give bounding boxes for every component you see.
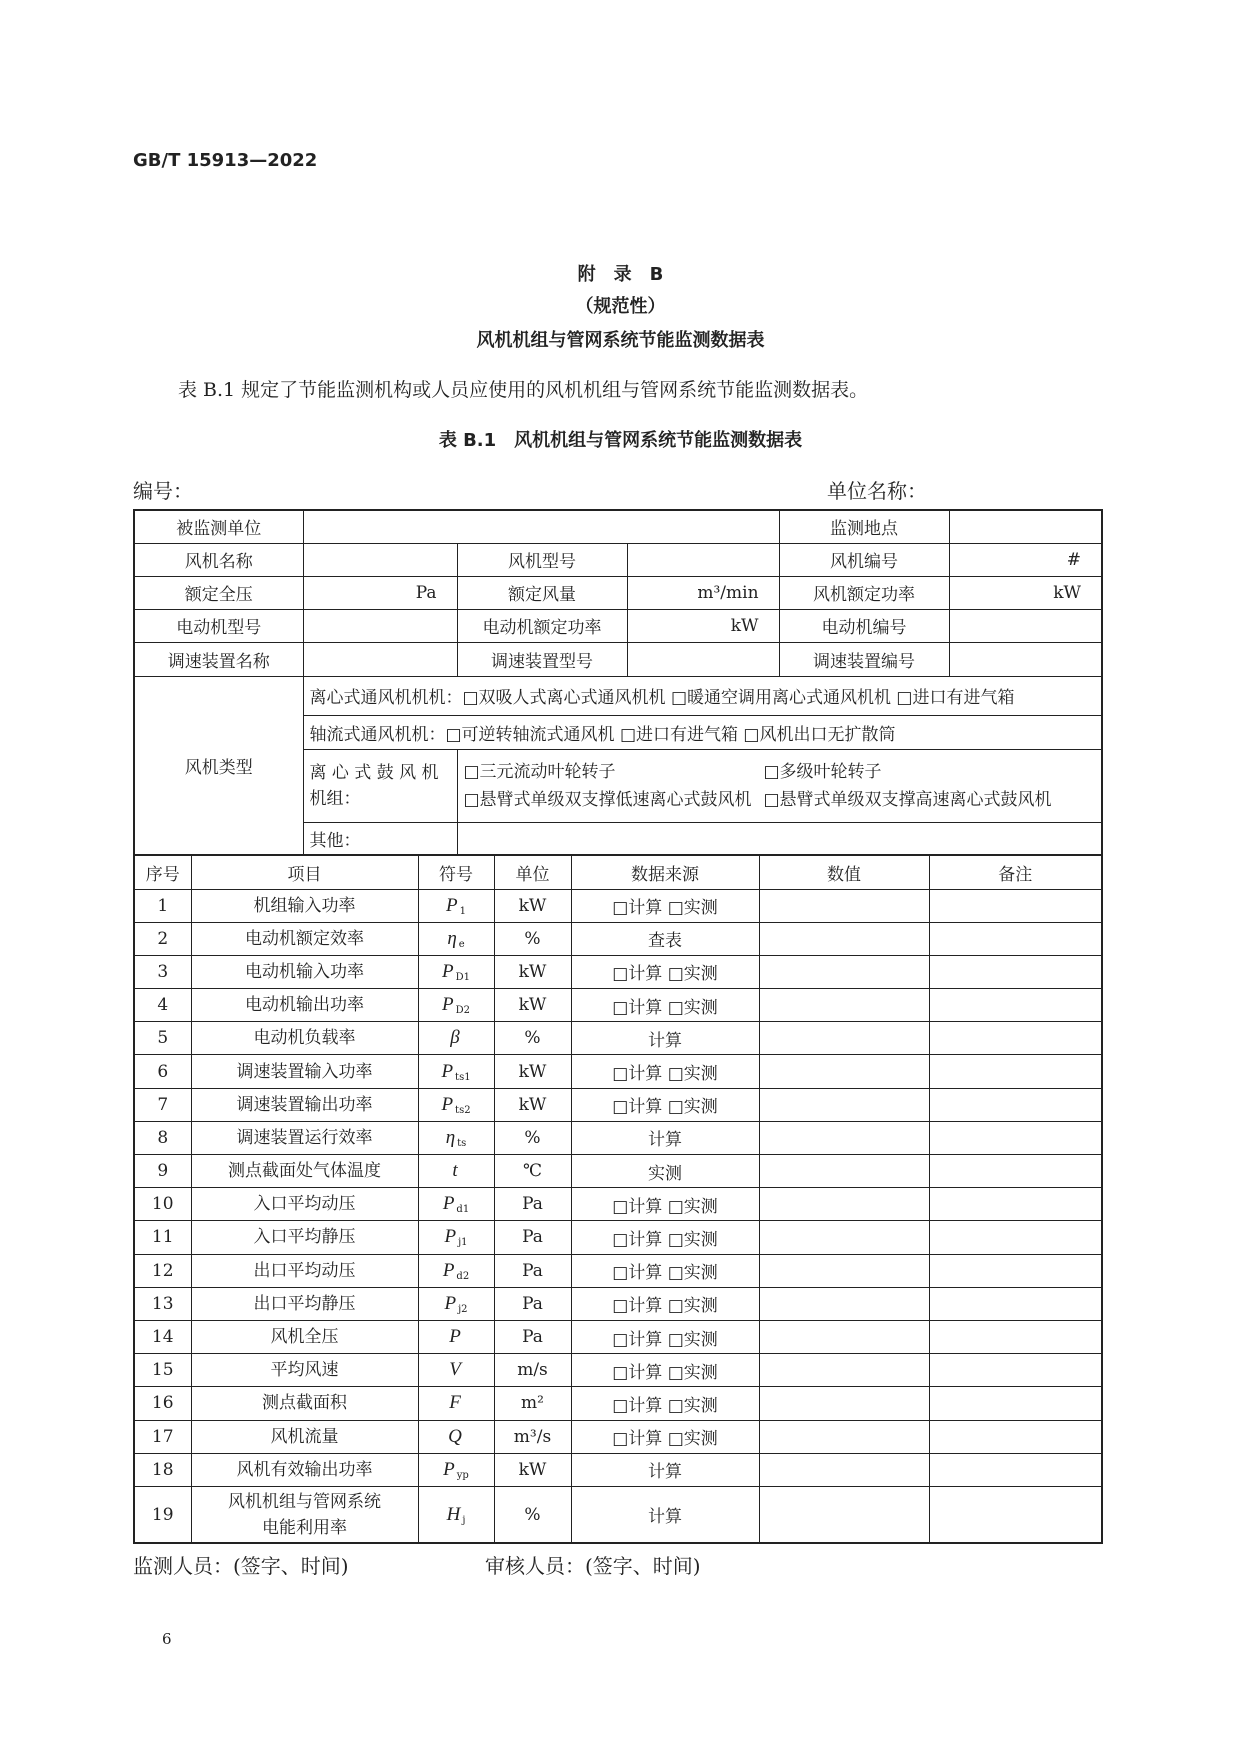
row-unit: m³/s: [494, 1420, 571, 1453]
label-rated-pressure: 额定全压: [134, 576, 303, 609]
row-unit: Pa: [494, 1221, 571, 1254]
row-source[interactable]: □计算 □实测: [571, 889, 759, 922]
monitored-unit-value[interactable]: [303, 510, 779, 543]
row-source[interactable]: □计算 □实测: [571, 1254, 759, 1287]
row-value[interactable]: [759, 1453, 929, 1486]
symbol-base: t: [452, 1160, 458, 1182]
rated-pressure-value[interactable]: Pa: [303, 576, 457, 609]
row-value[interactable]: [759, 1088, 929, 1121]
row-source[interactable]: □计算 □实测: [571, 1055, 759, 1088]
symbol-subscript: d2: [456, 1270, 470, 1282]
row-symbol: [418, 889, 494, 922]
row-remark[interactable]: [929, 1287, 1102, 1320]
row-unit: kW: [494, 1453, 571, 1486]
row-symbol: [418, 1354, 494, 1387]
row-item: 入口平均动压: [191, 1188, 418, 1221]
table-row: [134, 922, 1102, 955]
row-item: 测点截面处气体温度: [191, 1155, 418, 1188]
header-value: 数值: [759, 855, 929, 889]
row-item: 风机有效输出功率: [191, 1453, 418, 1486]
row-value[interactable]: [759, 922, 929, 955]
symbol-base: P: [442, 960, 454, 982]
row-remark[interactable]: [929, 1088, 1102, 1121]
header-unit: 单位: [494, 855, 571, 889]
table-row: [134, 1320, 1102, 1353]
row-value[interactable]: [759, 989, 929, 1022]
row-no: 8: [134, 1121, 191, 1154]
header-item: 项目: [191, 855, 418, 889]
row-unit: kW: [494, 889, 571, 922]
row-source[interactable]: □计算 □实测: [571, 1221, 759, 1254]
row-remark[interactable]: [929, 1221, 1102, 1254]
row-remark[interactable]: [929, 1354, 1102, 1387]
symbol-subscript: j2: [458, 1303, 468, 1315]
row-item: 出口平均动压: [191, 1254, 418, 1287]
row-no: 12: [134, 1254, 191, 1287]
row-item: 风机全压: [191, 1320, 418, 1353]
row-symbol: [418, 1486, 494, 1543]
symbol-subscript: D1: [455, 971, 470, 983]
row-unit: %: [494, 922, 571, 955]
row-item: 电动机额定效率: [191, 922, 418, 955]
symbol-subscript: ts1: [455, 1071, 471, 1083]
row-unit: kW: [494, 1055, 571, 1088]
row-source[interactable]: □计算 □实测: [571, 1188, 759, 1221]
row-no: 1: [134, 889, 191, 922]
row-value[interactable]: [759, 955, 929, 988]
fan-name-value[interactable]: [303, 543, 457, 576]
row-value[interactable]: [759, 1188, 929, 1221]
table-row: [134, 955, 1102, 988]
table-row: [134, 1121, 1102, 1154]
header-symbol: 符号: [418, 855, 494, 889]
row-value[interactable]: [759, 1022, 929, 1055]
row-no: 7: [134, 1088, 191, 1121]
row-source[interactable]: 计算: [571, 1121, 759, 1154]
label-fan-no: 风机编号: [779, 543, 949, 576]
motor-no-value[interactable]: [949, 609, 1102, 642]
row-remark[interactable]: [929, 922, 1102, 955]
blower-option-high-speed[interactable]: □悬臂式单级双支撑高速离心式鼓风机: [763, 789, 1052, 810]
row-no: 14: [134, 1320, 191, 1353]
row-symbol: [418, 1055, 494, 1088]
row-source[interactable]: □计算 □实测: [571, 1320, 759, 1353]
row-value[interactable]: [759, 1420, 929, 1453]
symbol-subscript: j: [462, 1514, 466, 1526]
symbol-subscript: ts: [457, 1137, 467, 1149]
table-row: [134, 1387, 1102, 1420]
symbol-subscript: ts2: [455, 1104, 471, 1116]
row-value[interactable]: [759, 1055, 929, 1088]
row-item: 出口平均静压: [191, 1287, 418, 1320]
row-remark[interactable]: [929, 1387, 1102, 1420]
row-symbol: [418, 1121, 494, 1154]
row-remark[interactable]: [929, 1121, 1102, 1154]
row-no: 5: [134, 1022, 191, 1055]
location-value[interactable]: [949, 510, 1102, 543]
row-item: 风机流量: [191, 1420, 418, 1453]
blower-options: [457, 749, 1102, 822]
row-symbol: [418, 955, 494, 988]
row-no: 11: [134, 1221, 191, 1254]
page-number: 6: [162, 1630, 172, 1648]
label-motor-rated-power: 电动机额定功率: [457, 609, 627, 642]
row-item: 调速装置运行效率: [191, 1121, 418, 1154]
speed-device-model-value[interactable]: [627, 642, 779, 676]
row-symbol: [418, 989, 494, 1022]
standard-number: GB/T 15913—2022: [133, 150, 318, 171]
row-value[interactable]: [759, 1354, 929, 1387]
row-symbol: [418, 1022, 494, 1055]
table-row: [134, 1287, 1102, 1320]
label-other: 其他：: [303, 822, 457, 855]
row-no: 10: [134, 1188, 191, 1221]
row-no: 19: [134, 1486, 191, 1543]
motor-rated-power-value[interactable]: kW: [627, 609, 779, 642]
symbol-base: η: [447, 927, 457, 949]
row-no: 3: [134, 955, 191, 988]
header-remark: 备注: [929, 855, 1102, 889]
row-remark[interactable]: [929, 1155, 1102, 1188]
row-symbol: [418, 1420, 494, 1453]
header-no: 序号: [134, 855, 191, 889]
table-row: [134, 1221, 1102, 1254]
row-source[interactable]: 查表: [571, 922, 759, 955]
row-source[interactable]: 计算: [571, 1022, 759, 1055]
form-number-label: 编号：: [133, 479, 193, 503]
table-header-row: [134, 855, 1102, 889]
row-item: 机组输入功率: [191, 889, 418, 922]
table-row: [134, 889, 1102, 922]
row-symbol: [418, 1155, 494, 1188]
label-location: 监测地点: [779, 510, 949, 543]
row-symbol: [418, 922, 494, 955]
row-symbol: [418, 1387, 494, 1420]
symbol-base: P: [444, 1226, 457, 1248]
row-no: 13: [134, 1287, 191, 1320]
table-row: [134, 1155, 1102, 1188]
symbol-base: P: [442, 1259, 455, 1281]
row-unit: m/s: [494, 1354, 571, 1387]
intro-paragraph: 表 B.1 规定了节能监测机构或人员应使用的风机机组与管网系统节能监测数据表。: [178, 379, 869, 401]
table-caption: 表 B.1 风机机组与管网系统节能监测数据表: [438, 430, 803, 451]
label-speed-device-model: 调速装置型号: [457, 642, 627, 676]
row-unit: %: [494, 1486, 571, 1543]
row-remark[interactable]: [929, 1453, 1102, 1486]
symbol-subscript: e: [458, 938, 465, 950]
row-value[interactable]: [759, 889, 929, 922]
row-unit: Pa: [494, 1320, 571, 1353]
table-row: [134, 1354, 1102, 1387]
monitoring-data-table: [133, 854, 1103, 1544]
symbol-subscript: 1: [459, 905, 466, 917]
symbol-base: β: [450, 1027, 460, 1049]
row-no: 4: [134, 989, 191, 1022]
blower-option-3d-impeller[interactable]: □三元流动叶轮转子: [463, 761, 616, 782]
fan-type-centrifugal-options[interactable]: 离心式通风机机机：□双吸人式离心式通风机机 □暖通空调用离心式通风机机 □进口有进气箱: [303, 676, 1102, 715]
table-row: [134, 1088, 1102, 1121]
row-item: 风机机组与管网系统 电能利用率: [191, 1486, 418, 1543]
symbol-base: P: [444, 1292, 457, 1314]
row-unit: Pa: [494, 1254, 571, 1287]
row-value[interactable]: [759, 1486, 929, 1543]
blower-option-low-speed[interactable]: □悬臂式单级双支撑低速离心式鼓风机: [463, 789, 752, 810]
table-row: [134, 989, 1102, 1022]
row-source[interactable]: 实测: [571, 1155, 759, 1188]
row-item: 调速装置输出功率: [191, 1088, 418, 1121]
label-fan-rated-power: 风机额定功率: [779, 576, 949, 609]
row-no: 18: [134, 1453, 191, 1486]
symbol-base: P: [446, 894, 458, 916]
row-remark[interactable]: [929, 989, 1102, 1022]
label-fan-model: 风机型号: [457, 543, 627, 576]
label-fan-type: 风机类型: [134, 676, 303, 855]
row-remark[interactable]: [929, 889, 1102, 922]
row-source[interactable]: □计算 □实测: [571, 1287, 759, 1320]
row-source[interactable]: □计算 □实测: [571, 1387, 759, 1420]
row-symbol: [418, 1287, 494, 1320]
table-row: [134, 1055, 1102, 1088]
row-value[interactable]: [759, 1387, 929, 1420]
symbol-base: V: [449, 1359, 461, 1381]
row-symbol: [418, 1254, 494, 1287]
symbol-base: P: [442, 1193, 455, 1215]
row-remark[interactable]: [929, 1022, 1102, 1055]
row-remark[interactable]: [929, 1420, 1102, 1453]
row-no: 9: [134, 1155, 191, 1188]
row-remark[interactable]: [929, 1320, 1102, 1353]
row-unit: %: [494, 1022, 571, 1055]
symbol-base: P: [442, 994, 454, 1016]
table-row: [134, 1188, 1102, 1221]
table-row: [134, 1420, 1102, 1453]
label-monitored-unit: 被监测单位: [134, 510, 303, 543]
table-row: [134, 1486, 1102, 1543]
symbol-base: P: [449, 1326, 461, 1348]
row-source[interactable]: 计算: [571, 1486, 759, 1543]
appendix-nature: （规范性）: [575, 296, 666, 317]
row-no: 15: [134, 1354, 191, 1387]
row-value[interactable]: [759, 1155, 929, 1188]
symbol-base: η: [445, 1126, 456, 1148]
reviewer-signature-label: 审核人员：(签字、时间): [485, 1554, 701, 1578]
speed-device-no-value[interactable]: [949, 642, 1102, 676]
blower-option-multistage[interactable]: □多级叶轮转子: [763, 761, 882, 782]
row-source[interactable]: □计算 □实测: [571, 989, 759, 1022]
row-no: 16: [134, 1387, 191, 1420]
fan-no-value[interactable]: #: [949, 543, 1102, 576]
symbol-base: P: [441, 1093, 454, 1115]
motor-model-value[interactable]: [303, 609, 457, 642]
row-remark[interactable]: [929, 1486, 1102, 1543]
symbol-subscript: D2: [455, 1005, 470, 1017]
row-value[interactable]: [759, 1121, 929, 1154]
row-symbol: [418, 1320, 494, 1353]
row-no: 17: [134, 1420, 191, 1453]
fan-type-axial-options[interactable]: 轴流式通风机机：□可逆转轴流式通风机 □进口有进气箱 □风机出口无扩散筒: [303, 715, 1102, 749]
row-value[interactable]: [759, 1221, 929, 1254]
row-value[interactable]: [759, 1320, 929, 1353]
row-source[interactable]: □计算 □实测: [571, 1420, 759, 1453]
table-row: [134, 1254, 1102, 1287]
row-item: 入口平均静压: [191, 1221, 418, 1254]
row-item: 电动机负载率: [191, 1022, 418, 1055]
symbol-base: H: [446, 1503, 461, 1525]
row-source[interactable]: □计算 □实测: [571, 1088, 759, 1121]
speed-device-name-value[interactable]: [303, 642, 457, 676]
symbol-base: F: [449, 1392, 461, 1414]
row-remark[interactable]: [929, 955, 1102, 988]
row-no: 2: [134, 922, 191, 955]
label-speed-device-name: 调速装置名称: [134, 642, 303, 676]
inspector-signature-label: 监测人员：(签字、时间): [133, 1554, 349, 1578]
label-speed-device-no: 调速装置编号: [779, 642, 949, 676]
row-remark[interactable]: [929, 1188, 1102, 1221]
other-value[interactable]: [457, 822, 1102, 855]
unit-name-label: 单位名称：: [827, 479, 927, 503]
row-unit: Pa: [494, 1287, 571, 1320]
symbol-subscript: j1: [458, 1237, 468, 1249]
row-item: 平均风速: [191, 1354, 418, 1387]
row-value[interactable]: [759, 1254, 929, 1287]
row-source[interactable]: □计算 □实测: [571, 955, 759, 988]
row-unit: Pa: [494, 1188, 571, 1221]
row-unit: kW: [494, 955, 571, 988]
row-unit: kW: [494, 989, 571, 1022]
fan-model-value[interactable]: [627, 543, 779, 576]
row-unit: m²: [494, 1387, 571, 1420]
symbol-base: P: [441, 1060, 454, 1082]
symbol-base: Q: [448, 1425, 462, 1447]
symbol-subscript: yp: [456, 1469, 469, 1481]
symbol-base: P: [443, 1458, 455, 1480]
label-motor-model: 电动机型号: [134, 609, 303, 642]
label-fan-name: 风机名称: [134, 543, 303, 576]
rated-flow-value[interactable]: m³/min: [627, 576, 779, 609]
appendix-label: 附 录 B: [577, 264, 664, 285]
label-blower: 离 心 式 鼓 风 机 机组：: [303, 749, 457, 822]
symbol-subscript: d1: [456, 1204, 470, 1216]
row-item: 测点截面积: [191, 1387, 418, 1420]
header-source: 数据来源: [571, 855, 759, 889]
label-motor-no: 电动机编号: [779, 609, 949, 642]
row-item: 电动机输入功率: [191, 955, 418, 988]
row-source[interactable]: □计算 □实测: [571, 1354, 759, 1387]
row-symbol: [418, 1221, 494, 1254]
row-unit: kW: [494, 1088, 571, 1121]
fan-rated-power-value[interactable]: kW: [949, 576, 1102, 609]
equipment-info-table: [133, 509, 1103, 856]
appendix-title: 风机机组与管网系统节能监测数据表: [476, 330, 765, 351]
row-unit: %: [494, 1121, 571, 1154]
row-symbol: [418, 1088, 494, 1121]
row-remark[interactable]: [929, 1055, 1102, 1088]
row-item: 电动机输出功率: [191, 989, 418, 1022]
row-value[interactable]: [759, 1287, 929, 1320]
row-remark[interactable]: [929, 1254, 1102, 1287]
row-item: 调速装置输入功率: [191, 1055, 418, 1088]
table-row: [134, 1022, 1102, 1055]
row-symbol: [418, 1188, 494, 1221]
row-unit: ℃: [494, 1155, 571, 1188]
row-no: 6: [134, 1055, 191, 1088]
row-symbol: [418, 1453, 494, 1486]
row-source[interactable]: 计算: [571, 1453, 759, 1486]
label-rated-flow: 额定风量: [457, 576, 627, 609]
table-row: [134, 1453, 1102, 1486]
